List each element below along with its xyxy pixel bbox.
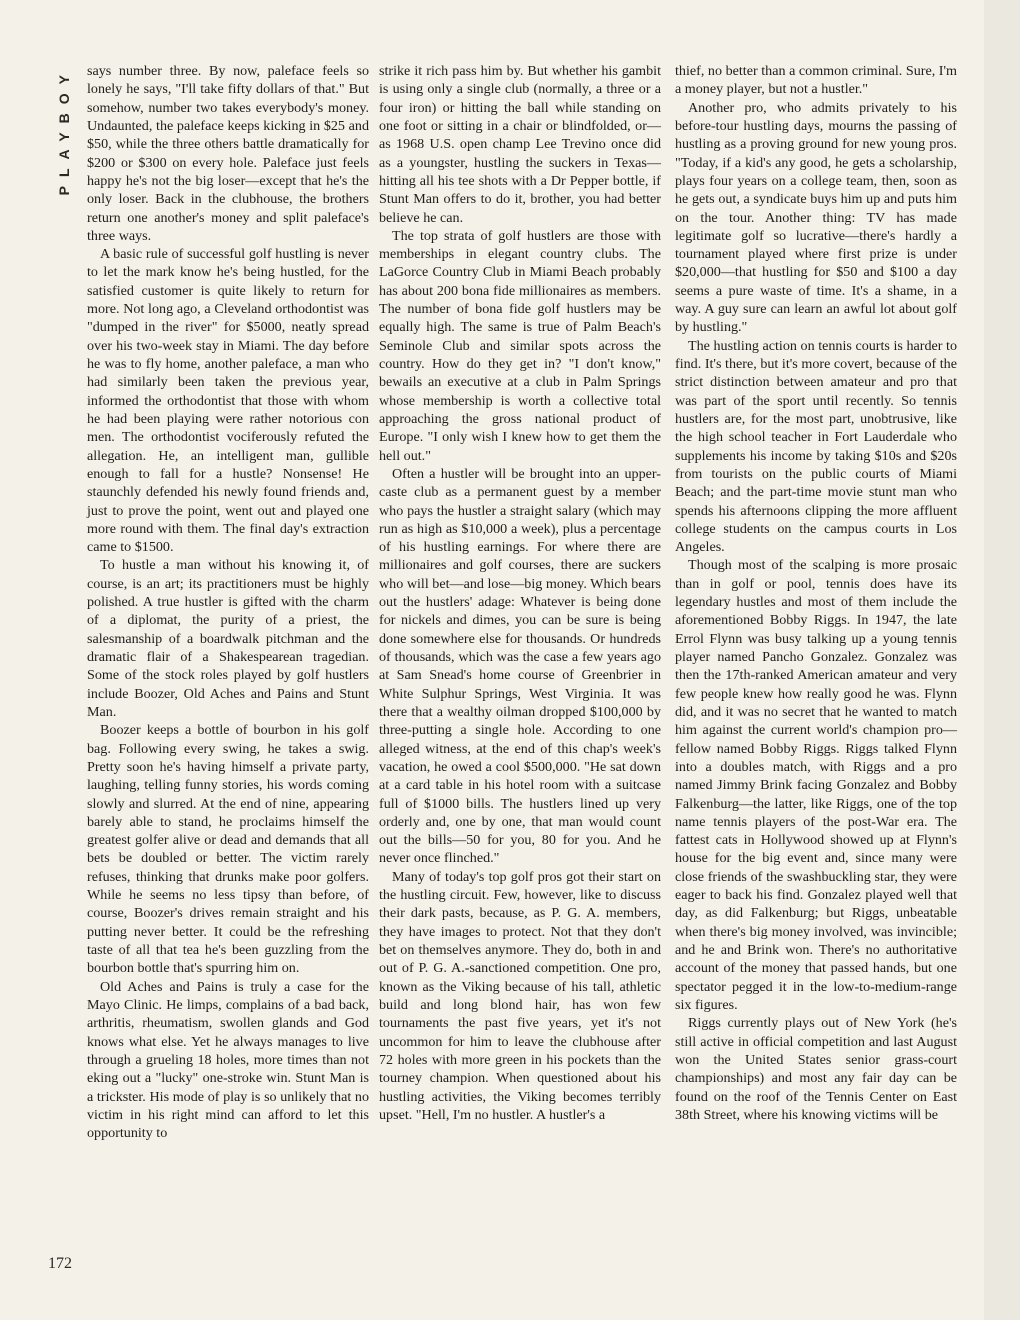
paragraph: Often a hustler will be brought into an upper-caste club as a permanent guest by a member who pays the hustler a straight salary (which may run as high as $10,000 a week), plus a percentage of his hustling earnings. For where there are millionaires and golf courses, there are suckers who will bet—and lose—big money. Which bears out the hustlers' adage: Whatever is being done for nickels and dimes, you can be sure is being done somewhere else for thousands. Or hundreds of thousands, which was the case a few years ago at Sam Snead's home course of Greenbrier in White Sulphur Springs, West Virginia. It was there that a wealthy oilman dropped $100,000 by three-putting a single hole. According to one alleged witness, at the end of this chap's week's vacation, he owed a cool $500,000. "He sat down at a card table in his hotel room with a suitcase full of $1000 bills. The hustlers lined up very orderly and, one by one, that man would count out the bills—50 for you, 80 for you. And he never once flinched." (379, 465, 661, 867)
article-column-1 (87, 62, 369, 1142)
paragraph: Many of today's top golf pros got their start on the hustling circuit. Few, however, like to discuss their dark pasts, because, as P. G. A. members, they have images to protect. Not that they don't bet on themselves anymore. They do, both in and out of P. G. A.-sanctioned competition. One pro, known as the Viking because of his tall, athletic build and long blond hair, has won few tournaments the past five years, yet it's not uncommon for him to leave the clubhouse after 72 holes with more green in his pockets than the tourney champion. When questioned about his hustling activities, the Viking becomes terribly upset. "Hell, I'm no hustler. A hustler's a (379, 868, 661, 1123)
paragraph: A basic rule of successful golf hustling is never to let the mark know he's being hustled, for the satisfied customer is quite likely to return for more. Not long ago, a Cleveland orthodontist was "dumped in the river" for $5000, neatly spread over his two-week stay in Miami. The day before he was to fly home, another paleface, a man who had similarly been taken the previous year, informed the orthodontist that those with whom he had been playing were rather notorious con men. The orthodontist vociferously refuted the allegation. He, an intelligent man, gullible enough to fall for a hustle? Nonsense! He staunchly defended his newly found friends and, just to prove the point, went out and played one more round with them. The final day's extraction came to $1500. (87, 246, 369, 556)
paragraph: Old Aches and Pains is truly a case for the Mayo Clinic. He limps, complains of a bad back, arthritis, rheumatism, swollen glands and God knows what else. Yet he always manages to live through a grueling 18 holes, more times than not eking out a "lucky" one-stroke win. Stunt Man is a trickster. His mode of play is so unlikely that no victim in his right mind can afford to let this opportunity to (87, 978, 369, 1142)
paragraph: says number three. By now, paleface feels so lonely he says, "I'll take fifty dollars of that." But somehow, number two takes everybody's money. Undaunted, the paleface keeps kicking in $25 and $50, while the three others battle dramatically for $200 or $300 on every hole. Paleface just feels happy he's not the big loser—except that he's the only loser. Back in the clubhouse, the brothers return one another's money and split paleface's three ways. (87, 63, 369, 244)
paragraph: Boozer keeps a bottle of bourbon in his golf bag. Following every swing, he takes a swig. Pretty soon he's having himself a private party, laughing, telling funny stories, his words coming slowly and slurred. At the end of nine, appearing barely able to stand, he proclaims himself the greatest golfer alive or dead and demands that all bets be doubled or better. The victim rarely refuses, thinking that drunks make poor golfers. While he seems no less tipsy than before, of course, Boozer's drives remain straight and his putting never better. It could be the refreshing taste of all that tea he's been guzzling from the bourbon bottle that's spurring him on. (87, 722, 369, 977)
paragraph: To hustle a man without his knowing it, of course, is an art; its practitioners must be highly polished. A true hustler is gifted with the charm of a diplomat, the purity of a priest, the salesmanship of a boardwalk pitchman and the dramatic flair of a Shakespearean tragedian. Some of the stock roles played by golf hustlers include Boozer, Old Aches and Pains and Stunt Man. (87, 557, 369, 720)
paragraph: Riggs currently plays out of New York (he's still active in official competition and last August won the United States senior grass-court championships) and most any fair day can be found on the roof of the Tennis Center on East 38th Street, where his knowing victims will be (675, 1015, 957, 1123)
paragraph: The top strata of golf hustlers are those with memberships in elegant country clubs. The LaGorce Country Club in Miami Beach probably has about 200 bona fide millionaires as members. The number of bona fide golf hustlers may be equally high. The same is true of Palm Beach's Seminole Club and similar spots across the country. How do they get in? "I don't know," bewails an executive at a club in Palm Springs whose membership is worth a collective total approaching the gross national product of Europe. "I only wish I knew how to get them the hell out." (379, 227, 661, 464)
paragraph: Another pro, who admits privately to his before-tour hustling days, mourns the passing of hustling as a proving ground for new young pros. "Today, if a kid's any good, he gets a scholarship, plays four years on a college team, then, soon as he gets out, a syndicate buys him up and puts him on the tour. Another thing: TV has made legitimate golf so lucrative—there's hardly a tournament played where first prize is under $20,000—that hustling for $50 and $100 a day seems a pure waste of time. It's a shame, in a way. A guy sure can learn an awful lot about golf by hustling." (675, 99, 957, 336)
article-column-3 (675, 62, 957, 1124)
article-column-2 (379, 62, 661, 1124)
paragraph: Though most of the scalping is more prosaic than in golf or pool, tennis does have its legendary hustles and most of them include the aforementioned Bobby Riggs. In 1947, the late Errol Flynn was busy talking up a young tennis player named Pancho Gonzalez. Gonzalez was then the 17th-ranked American amateur and very few people knew how really good he was. Flynn did, and it was no secret that he wanted to match him against the current world's champion pro—fellow named Bobby Riggs. Riggs talked Flynn into a doubles match, with Riggs and a pro named Jimmy Brink facing Gonzalez and Bobby Falkenburg—the latter, like Riggs, one of the top name tennis players of the post-War era. The fattest cats in Hollywood showed up at Flynn's house for the big event and, since many were close friends of the swashbuckling star, they were eager to back his find. Gonzalez played well that day, as did Falkenburg; but Riggs, unbeatable when there's big money involved, was invincible; and he and Brink won. There's no authoritative account of the money that passed hands, but one spectator pegged it in the low-to-medium-range six figures. (675, 557, 957, 1013)
magazine-name: PLAYBOY (56, 66, 72, 196)
page-edge (984, 0, 1020, 1320)
page-number: 172 (48, 1255, 72, 1272)
paragraph: The hustling action on tennis courts is harder to find. It's there, but it's more covert, because of the strict distinction between amateur and pro that was part of the sport until recently. So tennis hustlers are, for the most part, unobtrusive, like the high school teacher in Fort Lauderdale who supplements his income by taking $10s and $20s from tourists on the public courts of Miami Beach; and the part-time movie stunt man who spends his afternoons clipping the more affluent college students on the campus courts in Los Angeles. (675, 337, 957, 556)
paragraph: thief, no better than a common criminal. Sure, I'm a money player, but not a hustler." (675, 63, 957, 98)
paragraph: strike it rich pass him by. But whether his gambit is using only a single club (normally, a three or a four iron) or hitting the ball while standing on one foot or sitting in a chair or blindfolded, or—as 1968 U.S. open champ Lee Trevino once did as a youngster, hustling the suckers in Texas—hitting all his tee shots with a Dr Pepper bottle, if Stunt Man offers to do it, brother, you had better believe he can. (379, 63, 661, 226)
